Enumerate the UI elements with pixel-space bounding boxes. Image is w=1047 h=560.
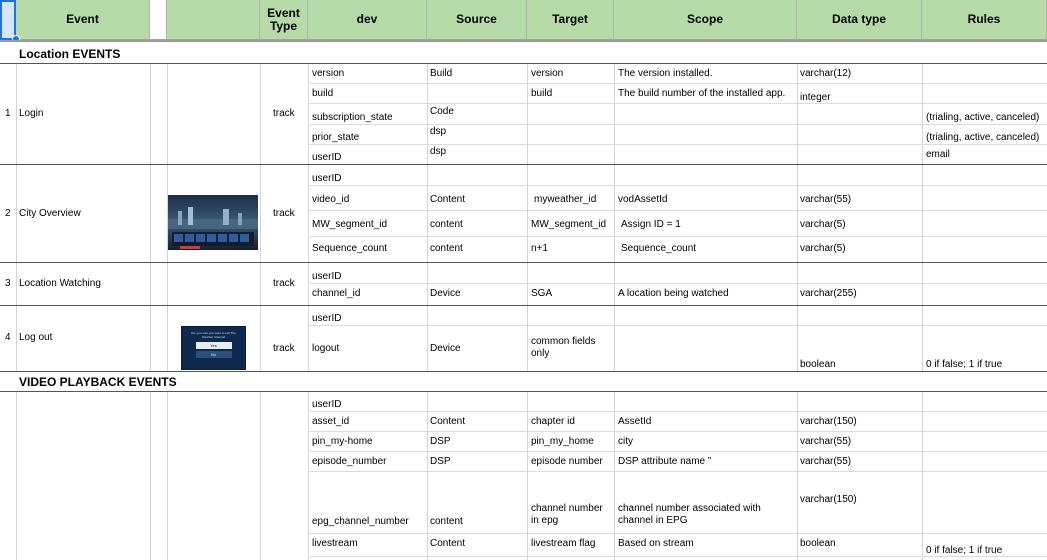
cell-target[interactable]: chapter id xyxy=(531,416,575,427)
cell-scope[interactable]: Based on stream xyxy=(618,538,694,549)
cell-scope[interactable]: AssetId xyxy=(618,416,652,427)
cell-data-type[interactable]: varchar(150) xyxy=(800,494,857,505)
cell-dev[interactable]: prior_state xyxy=(312,132,360,143)
header-scope[interactable]: Scope xyxy=(614,0,797,40)
cell-target[interactable]: n+1 xyxy=(531,243,548,254)
cell-data-type[interactable]: varchar(55) xyxy=(800,436,852,447)
header-image[interactable] xyxy=(167,0,260,40)
cell-rules[interactable]: 0 if false; 1 if true xyxy=(926,545,1003,556)
cell-dev[interactable]: pin_my-home xyxy=(312,436,373,447)
cell-rules[interactable]: 0 if false; 1 if true xyxy=(926,359,1003,370)
cell-dev[interactable]: userID xyxy=(312,399,342,410)
event-name-city-overview[interactable]: City Overview xyxy=(19,208,81,219)
section-video-playback-events[interactable]: VIDEO PLAYBACK EVENTS xyxy=(0,372,1047,391)
cell-dev[interactable]: build xyxy=(312,88,334,99)
header-event-type[interactable]: Event Type xyxy=(260,0,308,40)
logout-dialog-yes-button: Yes xyxy=(196,342,232,349)
logout-dialog-title: Are you sure you want to exit The Weather Channel xyxy=(191,331,236,339)
event-number: 3 xyxy=(5,278,11,289)
cell-scope[interactable]: The version installed. xyxy=(618,68,713,79)
event-type-city-overview[interactable]: track xyxy=(273,208,295,219)
cell-source[interactable]: dsp xyxy=(430,126,447,137)
cell-source[interactable]: Device xyxy=(430,343,461,354)
cell-target[interactable]: common fields only xyxy=(531,336,596,359)
header-source[interactable]: Source xyxy=(427,0,527,40)
event-name-location-watching[interactable]: Location Watching xyxy=(19,278,101,289)
sheet-grid xyxy=(0,40,1047,560)
event-type-location-watching[interactable]: track xyxy=(273,278,295,289)
cell-dev[interactable]: livestream xyxy=(312,538,358,549)
header-rules[interactable]: Rules xyxy=(922,0,1047,40)
header-target[interactable]: Target xyxy=(527,0,614,40)
event-number: 2 xyxy=(5,208,11,219)
cell-dev[interactable]: version xyxy=(312,68,345,79)
cell-data-type[interactable]: integer xyxy=(800,92,831,103)
cell-scope[interactable]: A location being watched xyxy=(618,288,729,299)
cell-scope[interactable]: channel number associated with channel in EPG xyxy=(618,503,761,526)
header-event[interactable]: Event xyxy=(16,0,150,40)
cell-data-type[interactable]: varchar(55) xyxy=(800,456,852,467)
cell-data-type[interactable]: varchar(150) xyxy=(800,416,857,427)
cell-target[interactable]: livestream flag xyxy=(531,538,596,549)
cell-rules[interactable]: (trialing, active, canceled) xyxy=(926,132,1040,143)
cell-source[interactable]: DSP xyxy=(430,436,451,447)
cell-dev[interactable]: userID xyxy=(312,173,342,184)
cell-scope[interactable]: Assign ID = 1 xyxy=(621,219,681,230)
cell-dev[interactable]: epg_channel_number xyxy=(312,516,409,527)
event-number: 1 xyxy=(5,108,11,119)
cell-target[interactable]: myweather_id xyxy=(534,194,597,205)
event-type-log-out[interactable]: track xyxy=(273,343,295,354)
cell-source[interactable]: Device xyxy=(430,288,461,299)
logout-dialog-screenshot-image[interactable] xyxy=(181,326,246,370)
cell-dev[interactable]: channel_id xyxy=(312,288,361,299)
header-dev[interactable]: dev xyxy=(308,0,427,40)
cell-source[interactable]: content xyxy=(430,243,463,254)
cell-source[interactable]: DSP xyxy=(430,456,451,467)
section-location-events[interactable]: Location EVENTS xyxy=(0,44,1047,63)
event-name-login[interactable]: Login xyxy=(19,108,44,119)
cell-data-type[interactable]: varchar(5) xyxy=(800,243,846,254)
cell-scope[interactable]: city xyxy=(618,436,633,447)
cell-dev[interactable]: Sequence_count xyxy=(312,243,388,254)
cell-target[interactable]: channel number in epg xyxy=(531,503,603,526)
city-overview-screenshot-image[interactable] xyxy=(168,195,258,250)
cell-dev[interactable]: userID xyxy=(312,313,342,324)
cell-dev[interactable]: logout xyxy=(312,343,340,354)
cell-dev[interactable]: subscription_state xyxy=(312,112,393,123)
cell-data-type[interactable]: varchar(55) xyxy=(800,194,852,205)
event-number: 4 xyxy=(5,332,11,343)
cell-scope[interactable]: The build number of the installed app. xyxy=(618,88,786,99)
cell-data-type[interactable]: varchar(255) xyxy=(800,288,857,299)
cell-source[interactable]: Code xyxy=(430,106,454,117)
cell-scope[interactable]: vodAssetId xyxy=(618,194,668,205)
cell-source[interactable]: Content xyxy=(430,538,466,549)
cell-source[interactable]: dsp xyxy=(430,146,447,157)
cell-target[interactable]: pin_my_home xyxy=(531,436,594,447)
header-data-type[interactable]: Data type xyxy=(797,0,922,40)
column-header-row xyxy=(0,0,1047,40)
cell-target[interactable]: version xyxy=(531,68,564,79)
cell-data-type[interactable]: boolean xyxy=(800,359,836,370)
cell-source[interactable]: Content xyxy=(430,194,466,205)
cell-dev[interactable]: video_id xyxy=(312,194,350,205)
logout-dialog-no-button: No xyxy=(196,351,232,358)
cell-source[interactable]: Build xyxy=(430,68,453,79)
cell-rules[interactable]: (trialing, active, canceled) xyxy=(926,112,1040,123)
cell-target[interactable]: MW_segment_id xyxy=(531,219,607,230)
cell-scope[interactable]: Sequence_count xyxy=(621,243,697,254)
cell-source[interactable]: Content xyxy=(430,416,466,427)
header-blank-white[interactable] xyxy=(150,0,167,40)
cell-dev[interactable]: MW_segment_id xyxy=(312,219,388,230)
cell-scope[interactable]: DSP attribute name ” xyxy=(618,456,712,467)
cell-source[interactable]: content xyxy=(430,516,463,527)
cell-data-type[interactable]: varchar(12) xyxy=(800,68,852,79)
cell-dev[interactable]: userID xyxy=(312,152,342,163)
cell-rules[interactable]: email xyxy=(926,149,950,160)
cell-dev[interactable]: episode_number xyxy=(312,456,387,467)
event-type-login[interactable]: track xyxy=(273,108,295,119)
cell-data-type[interactable]: varchar(5) xyxy=(800,219,846,230)
cell-source[interactable]: content xyxy=(430,219,463,230)
cell-target[interactable]: SGA xyxy=(531,288,553,299)
cell-target[interactable]: build xyxy=(531,88,553,99)
selected-cell[interactable] xyxy=(0,0,16,40)
cell-target[interactable]: episode number xyxy=(531,456,603,467)
cell-dev[interactable]: userID xyxy=(312,271,342,282)
cell-data-type[interactable]: boolean xyxy=(800,538,836,549)
event-name-log-out[interactable]: Log out xyxy=(19,332,53,343)
cell-dev[interactable]: asset_id xyxy=(312,416,350,427)
